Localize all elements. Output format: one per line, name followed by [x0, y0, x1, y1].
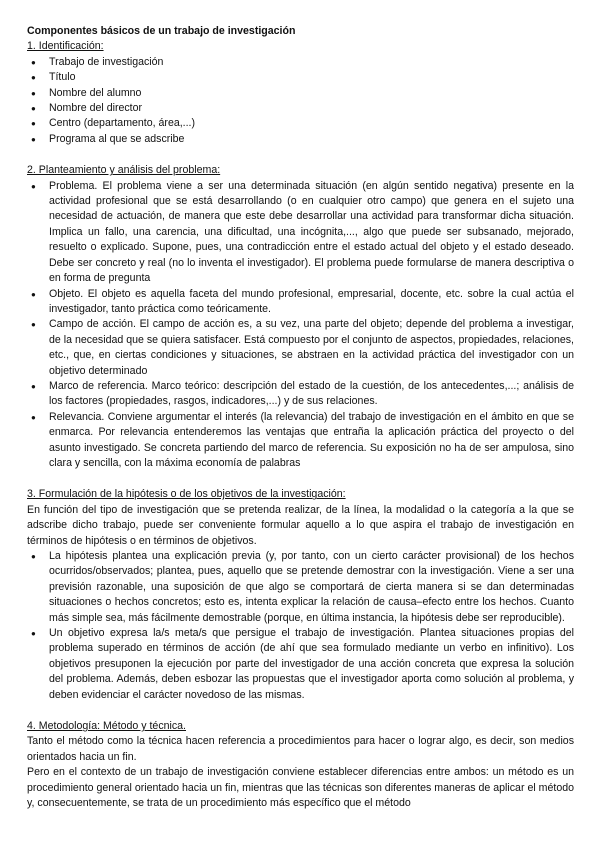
section-heading: 1. Identificación: [27, 40, 104, 53]
list-item: ● Centro (departamento, área,...) [27, 116, 574, 131]
spacer [27, 711, 574, 719]
list-item: ● Un objetivo expresa la/s meta/s que persigue el trabajo de investigación. Plantea situaciones propias del problema superado en términos de acción (de ahí que sea formulado mediante un verbo en infinitivo). Los objetivos presuponen la ejecución por parte del investigador de una acción concreta que expresa la solución del problema. Además, deben esbozar las propuestas que el investigador aporta como solución al problema, y deben evidenciar el carácter novedoso de las mismas. [31, 627, 574, 701]
section-metodologia [27, 719, 574, 811]
bullet-icon: ● [31, 88, 36, 98]
list-item: ● Objeto. El objeto es aquella faceta del mundo profesional, empresarial, docente, etc. sobre la cual actúa el investigador, tanto práctica como teóricamente. [31, 287, 574, 315]
bullet-icon: ● [31, 629, 36, 639]
bullet-list [27, 55, 574, 147]
spacer [27, 479, 574, 487]
list-item: ● Nombre del alumno [27, 86, 574, 101]
section-heading: 2. Planteamiento y análisis del problema: [27, 164, 221, 177]
spacer [27, 155, 574, 163]
section-heading: 4. Metodología: Método y técnica. [27, 720, 186, 733]
bullet-icon: ● [31, 134, 36, 144]
section-planteamiento [27, 163, 574, 471]
paragraph: Tanto el método como la técnica hacen referencia a procedimientos para hacer o lograr algo, es decir, son medios orientados hacia un fin. [27, 735, 574, 763]
bullet-icon: ● [31, 381, 36, 391]
bullet-icon: ● [31, 119, 36, 129]
bullet-icon: ● [31, 289, 36, 299]
bullet-list [27, 179, 574, 472]
bullet-icon: ● [31, 181, 36, 191]
list-item: ● Título [27, 70, 574, 85]
section-hipotesis [27, 487, 574, 703]
list-item: ● Campo de acción. El campo de acción es, a su vez, una parte del objeto; depende del problema a investigar, de la necesidad que se quiera satisfacer. Está compuesto por el conjunto de aspectos, propiedades, relaciones, etc., que, en ciertas condiciones y situaciones, se abstraen en la actividad práctica del investigador con un objetivo determinado [31, 318, 574, 377]
list-item: ● Problema. El problema viene a ser una determinada situación (en algún sentido negativa) presente en la actividad profesional que se está desarrollando (o en cualquier otro campo) que genera en el sujeto una necesidad de actuación, de manera que este debe desarrollar una actividad para transformar dicha situación. Implica un fallo, una carencia, una dificultad, una incógnita,..., algo que puede ser subsanado, mejorado, resuelto o explicado. Supone, pues, una contradicción entre el estado actual del objeto y el estado deseado. Debe ser concreto y real (no lo inventa el investigador). El problema puede formularse de manera descriptiva o en forma de pregunta [31, 179, 574, 285]
bullet-icon: ● [31, 412, 36, 422]
list-item: ● Programa al que se adscribe [27, 132, 574, 147]
bullet-icon: ● [31, 73, 36, 83]
list-item: ● Relevancia. Conviene argumentar el interés (la relevancia) del trabajo de investigación en el ámbito en que se enmarca. Por relevancia entenderemos las ventajas que entraña la aplicación práctica del proyecto o del asunto investigado. Se concreta partiendo del marco de referencia. Su exposición no ha de ser ampulosa, sino clara y sencilla, con la máxima economía de palabras [31, 410, 574, 469]
document-title: Componentes básicos de un trabajo de investigación [27, 25, 296, 37]
bullet-icon: ● [31, 104, 36, 114]
bullet-icon: ● [31, 57, 36, 67]
list-item: ● Trabajo de investigación [27, 55, 574, 70]
section-heading: 3. Formulación de la hipótesis o de los objetivos de la investigación: [27, 488, 346, 501]
section-intro: En función del tipo de investigación que se pretenda realizar, de la línea, la modalidad o la categoría a la que se adscribe dicho trabajo, puede ser conveniente formular aquello a lo que aspira el trabajo de investigación en términos de hipótesis o en términos de objetivos. [27, 503, 574, 547]
bullet-list [27, 549, 574, 703]
list-item: ● La hipótesis plantea una explicación previa (y, por tanto, con un cierto carácter provisional) de los hechos ocurridos/observados; plantea, pues, aquello que se pretende demostrar con la investigación. Viene a ser una previsión razonable, una suposición de que algo se comportará de cierta manera si se dan determinadas situaciones o hechos concretos; esto es, intenta explicar la relación de causa–efecto entre los hechos. Cuanto más simple sea, más fácilmente demostrable (porque, en última instancia, la hipótesis debe ser reproducible). [31, 550, 574, 624]
list-item: ● Nombre del director [27, 101, 574, 116]
paragraph: Pero en el contexto de un trabajo de investigación conviene establecer diferencias entre ambos: un método es un procedimiento general orientado hacia un fin, mientras que las técnicas son diferentes maneras de aplicar el método y, consecuentemente, se trata de un procedimiento más específico que el método [27, 766, 574, 810]
bullet-icon: ● [31, 320, 36, 330]
list-item: ● Marco de referencia. Marco teórico: descripción del estado de la cuestión, de los antecedentes,...; análisis de los factores (propiedades, rasgos, indicadores,...) y de sus relaciones. [31, 379, 574, 408]
section-identificacion [27, 39, 574, 147]
bullet-icon: ● [31, 552, 36, 561]
